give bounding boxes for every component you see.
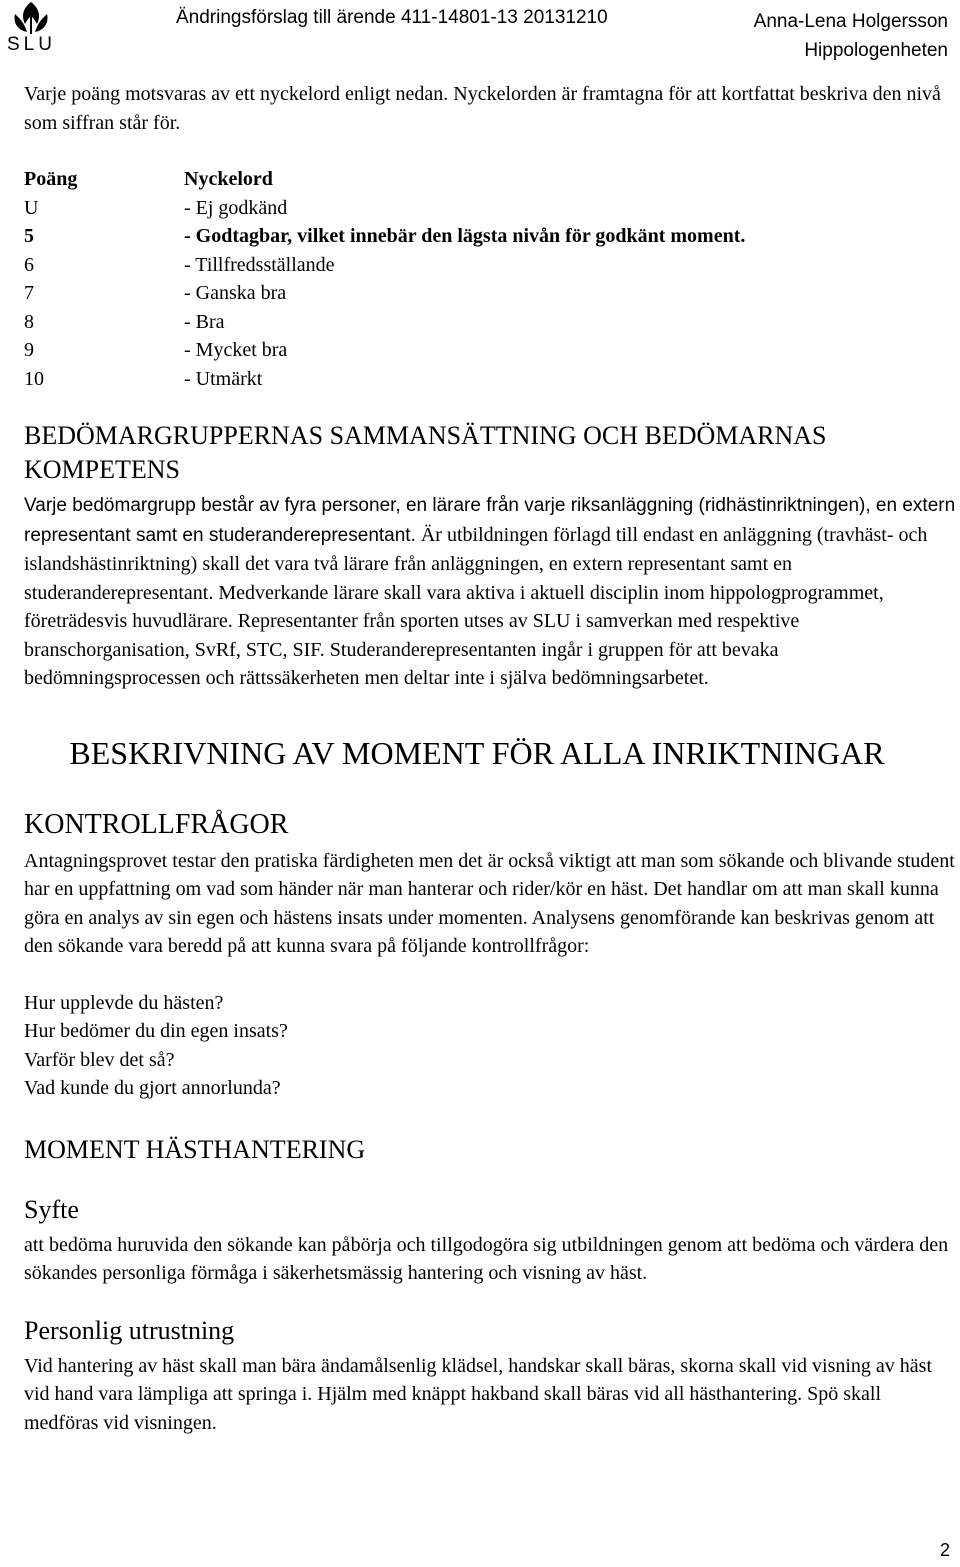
grade-row <box>24 222 960 251</box>
grade-keyword: - Mycket bra <box>184 339 288 361</box>
grade-points: 9 <box>24 339 34 361</box>
grade-row <box>24 308 960 337</box>
col-points-header: Poäng <box>24 168 78 190</box>
grade-table-header <box>24 165 960 194</box>
question-item: Vad kunde du gjort annorlunda? <box>24 1077 281 1099</box>
grade-points: U <box>24 196 39 219</box>
grade-points: 8 <box>24 310 34 333</box>
grade-keyword: - Bra <box>184 310 225 333</box>
grade-row <box>24 251 960 280</box>
grade-keyword: - Godtagbar, vilket innebär den lägsta nivån för godkänt moment. <box>184 225 746 247</box>
question-item: Hur bedömer du din egen insats? <box>24 1020 288 1042</box>
composition-text-sans: Varje bedömargrupp består av fyra personer, en lärare från varje riksanläggning (ridhästinriktningen), en extern representant samt en studeranderepresentant. <box>24 495 956 546</box>
purpose-paragraph: att bedöma huruvida den sökande kan påbörja och tillgodogöra sig utbildningen genom att bedöma och värdera den sökandes personliga förmåga i säkerhetsmässig hantering och visning av häst. <box>24 1233 949 1284</box>
grade-keyword: - Utmärkt <box>184 367 263 390</box>
composition-text-serif: Är utbildningen förlagd till endast en anläggning (travhäst- och islandshästinriktning) skall det vara två lärare från anläggningen, en extern representant samt en studeranderepresentant. Medverkande lärare skall vara aktiva i aktuell disciplin inom hippologprogrammet, företrädesvis huvudlärare. Representanter från sporten utses av SLU i samverkan med respektive branschorganisation, SvRf, STC, SIF. Studeranderepresentanten ingår i gruppen för att bevaka bedömningsprocessen och rättssäkerheten men deltar inte i själva bedömningsarbetet. <box>24 523 928 689</box>
grade-points: 7 <box>24 282 34 304</box>
control-paragraph: Antagningsprovet testar den pratiska färdigheten men det är också viktigt att man som sökande och blivande student har en uppfattning om vad som händer när man hanterar och rider/kör en häst. Det handlar om att man skall kunna göra en analys av sin egen och hästens insats under momenten. Analysens genomförande kan beskrivas genom att den sökande vara beredd på att kunna svara på följande kontrollfrågor: <box>24 849 955 957</box>
grade-row <box>24 194 960 223</box>
logo-text: SLU <box>7 34 56 55</box>
question-item: Hur upplevde du hästen? <box>24 991 224 1014</box>
intro-paragraph: Varje poäng motsvaras av ett nyckelord enligt nedan. Nyckelorden är framtagna för att kortfattat beskriva den nivå som siffran står för. <box>24 83 941 134</box>
slu-logo <box>3 0 59 60</box>
grade-row <box>24 279 960 308</box>
grade-points: 5 <box>24 225 34 247</box>
control-heading: KONTROLLFRÅGOR <box>24 808 289 840</box>
grade-points: 6 <box>24 253 34 276</box>
grade-table <box>24 165 960 393</box>
question-item: Varför blev det så? <box>24 1048 175 1071</box>
grade-points: 10 <box>24 367 44 390</box>
page-header <box>0 0 960 62</box>
composition-heading: BEDÖMARGRUPPERNAS SAMMANSÄTTNING OCH BEDÖMARNAS KOMPETENS <box>24 421 827 484</box>
grade-row <box>24 336 960 365</box>
col-keyword-header: Nyckelord <box>184 168 273 190</box>
header-author: Anna-Lena Holgersson <box>753 11 948 32</box>
header-department: Hippologenheten <box>804 40 948 61</box>
main-heading: BESKRIVNING AV MOMENT FÖR ALLA INRIKTNINGAR <box>69 734 885 771</box>
equipment-heading: Personlig utrustning <box>24 1315 235 1345</box>
question-list <box>24 989 960 1103</box>
equipment-paragraph: Vid hantering av häst skall man bära ändamålsenlig klädsel, handskar skall bäras, skorna skall vid visning av häst vid hand vara lämpliga att springa i. Hjälm med knäppt hakband skall bäras vid all hästhantering. Spö skall medföras vid visningen. <box>24 1354 933 1434</box>
handling-heading: MOMENT HÄSTHANTERING <box>24 1134 366 1164</box>
document-body <box>24 80 960 1437</box>
header-author-block <box>754 7 948 65</box>
purpose-heading: Syfte <box>24 1194 79 1224</box>
header-title: Ändringsförslag till ärende 411-14801-13 20131210 <box>176 7 608 28</box>
grade-keyword: - Ej godkänd <box>184 196 288 219</box>
composition-paragraph <box>24 491 960 693</box>
slu-leaf-icon <box>3 0 59 36</box>
grade-rows <box>24 194 960 394</box>
grade-keyword: - Ganska bra <box>184 282 287 304</box>
grade-row <box>24 365 960 394</box>
grade-keyword: - Tillfredsställande <box>184 253 335 276</box>
page-number: 2 <box>939 1540 950 1560</box>
